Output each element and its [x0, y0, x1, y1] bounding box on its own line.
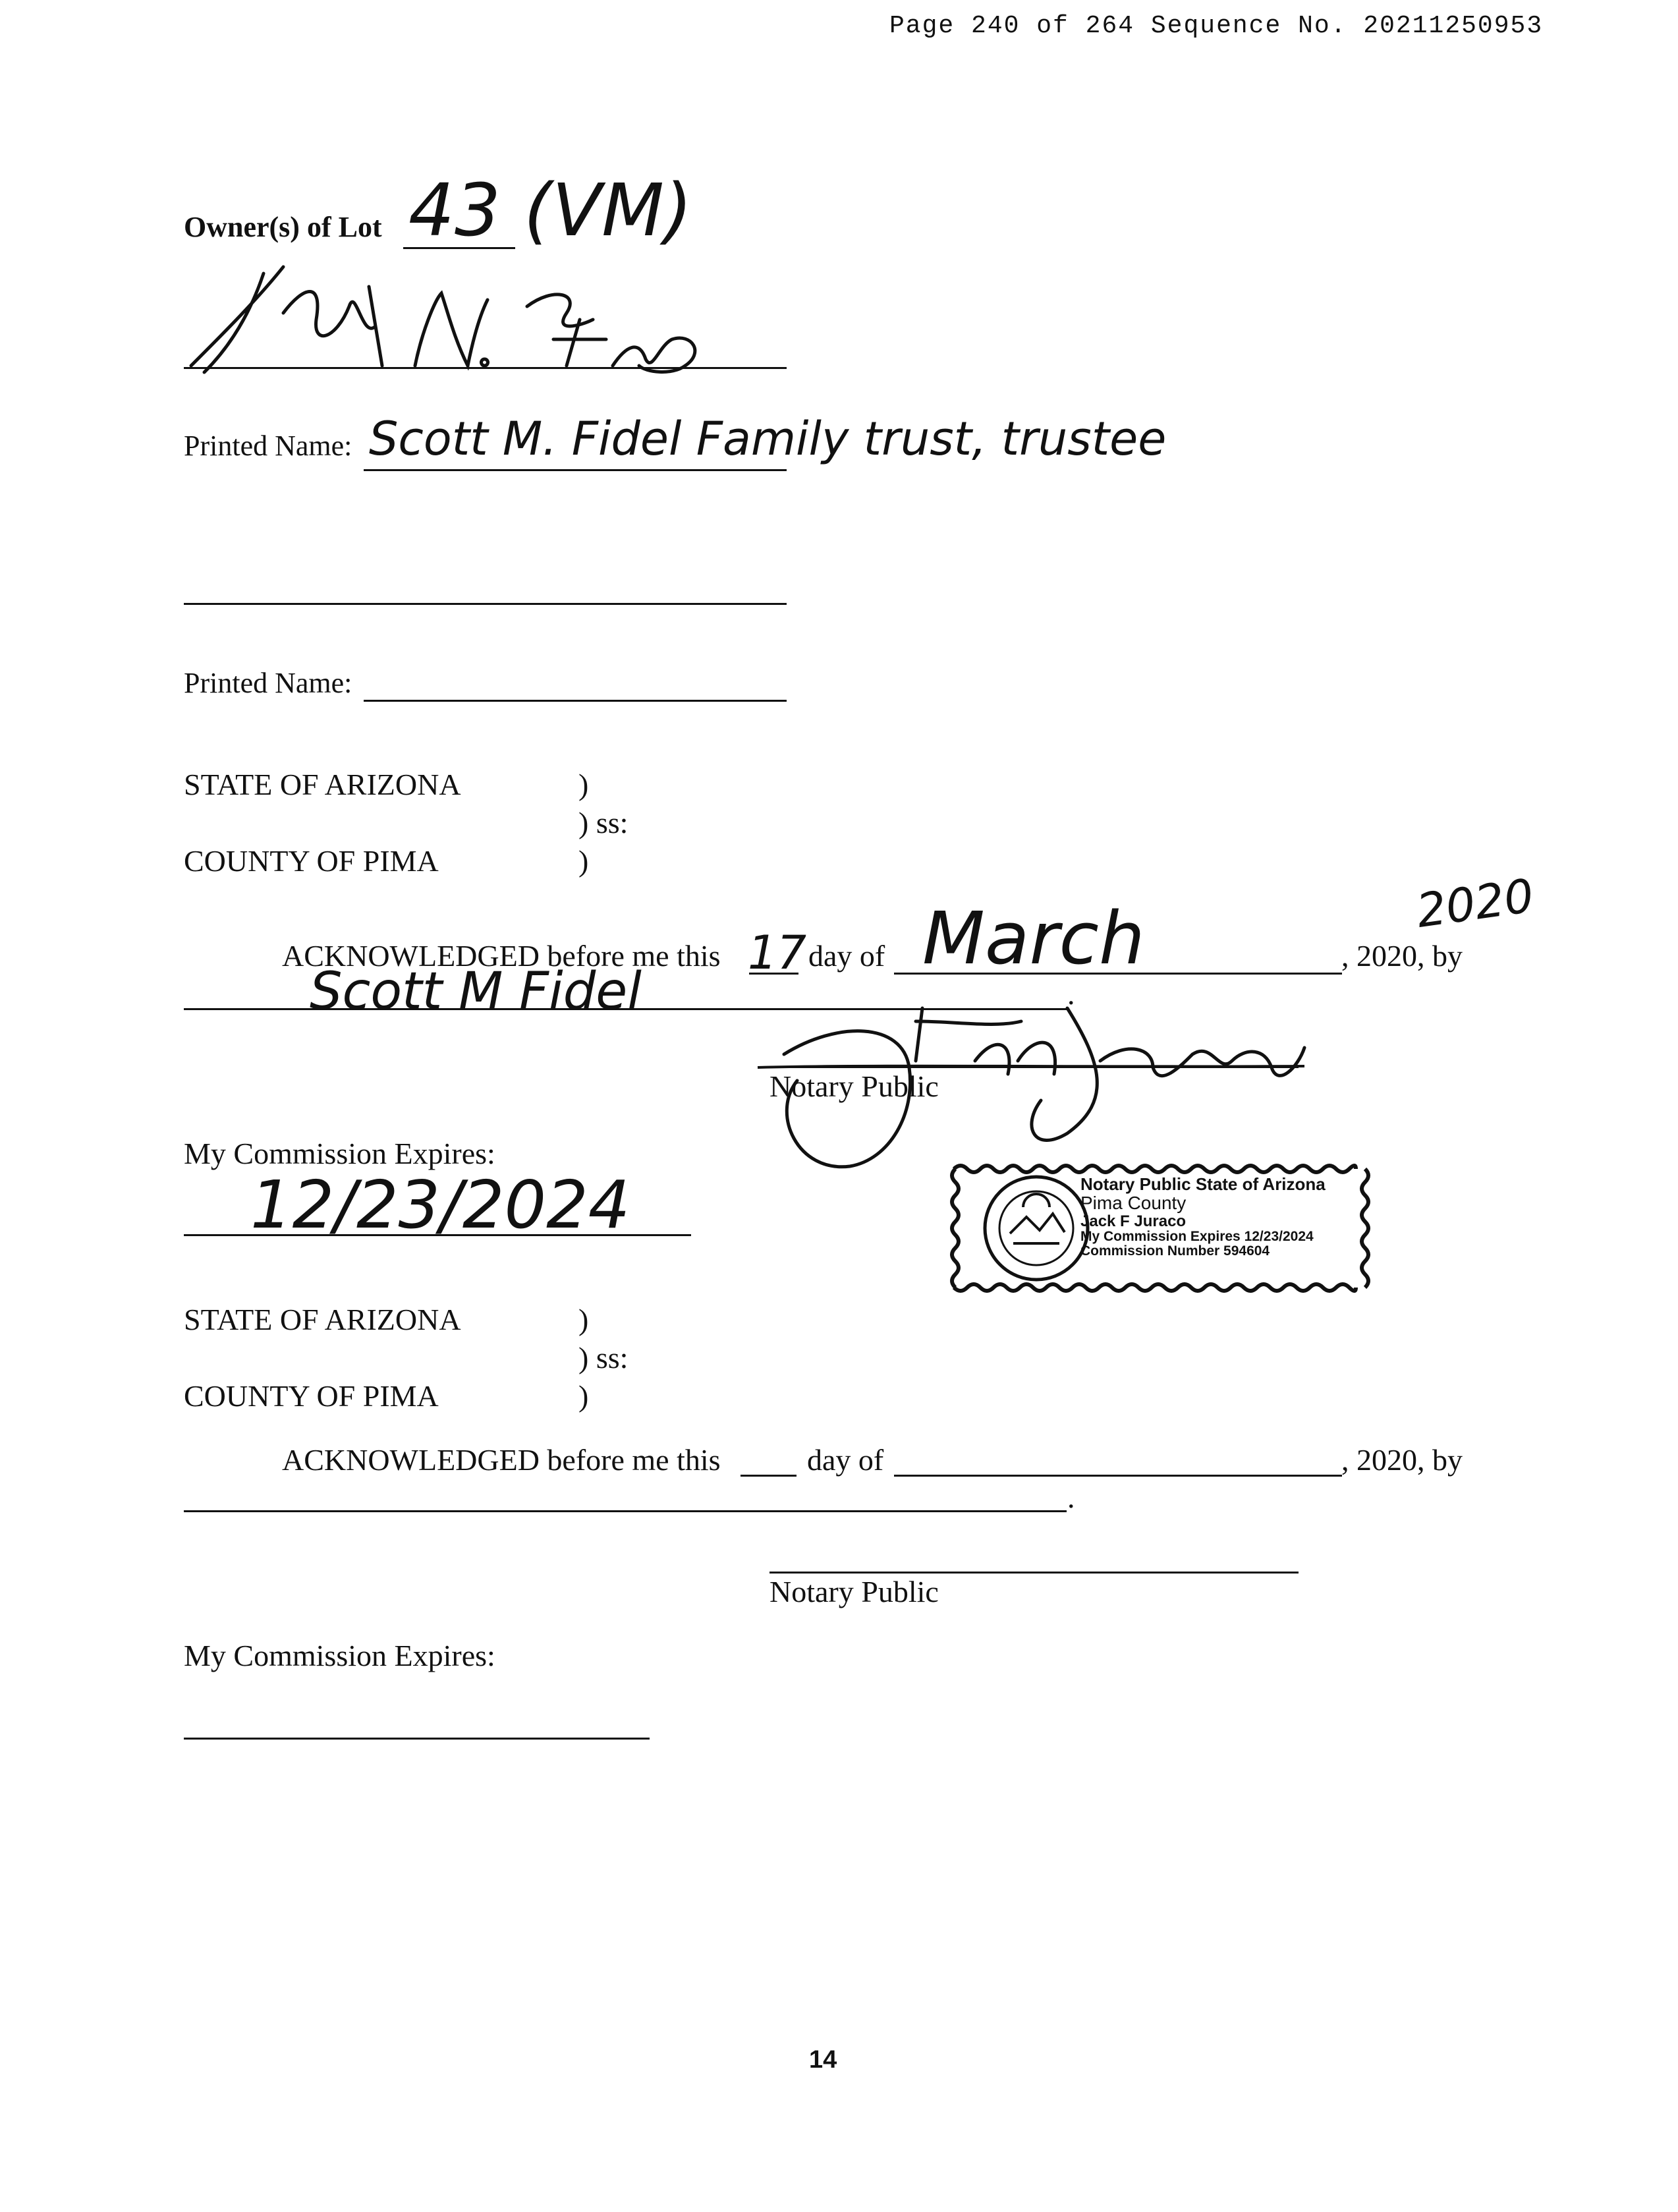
venue-paren-3: )	[578, 844, 589, 878]
by-name-period-1: .	[1067, 977, 1075, 1011]
stamp-line-2: Pima County	[1080, 1193, 1187, 1214]
stamp-line-1: Notary Public State of Arizona	[1080, 1174, 1326, 1194]
county-label-2: COUNTY OF PIMA	[184, 1379, 439, 1413]
day-of-label-2: day of	[807, 1443, 884, 1477]
notary-public-label-1: Notary Public	[769, 1069, 939, 1103]
commission-value-1: 12/23/2024	[250, 1166, 630, 1243]
commission-line-2	[184, 1738, 650, 1740]
venue-paren-1: )	[578, 768, 589, 801]
second-owner-signature-line	[184, 603, 787, 605]
notary-stamp-text	[1080, 1176, 1326, 1259]
county-label-1: COUNTY OF PIMA	[184, 844, 439, 878]
printed-name-line-1	[364, 469, 787, 471]
year-by-label-2: , 2020, by	[1341, 1443, 1463, 1477]
owner-lot-label: Owner(s) of Lot	[184, 211, 382, 243]
lot-number-handwritten: 43 (VM)	[408, 168, 692, 252]
by-name-line-2	[184, 1510, 1067, 1512]
by-name-value-1: Scott M Fidel	[310, 962, 642, 1021]
commission-label-1: My Commission Expires:	[184, 1137, 495, 1170]
ss-label-2: ) ss:	[578, 1341, 629, 1375]
printed-name-label-1: Printed Name:	[184, 430, 352, 462]
stamp-line-3: Jack F Juraco	[1080, 1212, 1187, 1230]
notary-signature-line-1	[769, 1066, 1299, 1068]
printed-name-line-2	[364, 700, 787, 702]
month-line-2	[894, 1475, 1342, 1477]
stamp-line-4: My Commission Expires 12/23/2024	[1080, 1228, 1314, 1244]
acknowledged-label-1: ACKNOWLEDGED before me this	[282, 939, 721, 973]
year-by-label-1: , 2020, by	[1341, 939, 1463, 973]
by-name-period-2: .	[1067, 1481, 1075, 1514]
acknowledged-label-2: ACKNOWLEDGED before me this	[282, 1443, 721, 1477]
page-number: 14	[809, 2046, 837, 2074]
stamp-line-5: Commission Number 594604	[1080, 1243, 1270, 1259]
commission-label-2: My Commission Expires:	[184, 1639, 495, 1672]
notary-public-label-2: Notary Public	[769, 1575, 939, 1608]
printed-name-value-1: Scott M. Fidel Family trust, trustee	[369, 412, 1167, 466]
owner-signature-line	[184, 367, 787, 369]
state-label-2: STATE OF ARIZONA	[184, 1303, 461, 1336]
venue-paren-2-3: )	[578, 1379, 589, 1413]
state-label-1: STATE OF ARIZONA	[184, 768, 461, 801]
printed-name-label-2: Printed Name:	[184, 667, 352, 699]
day-of-label-1: day of	[808, 939, 885, 973]
day-value-1: 17	[748, 926, 807, 980]
notary-signature-line-2	[769, 1572, 1299, 1574]
page-sequence-header: Page 240 of 264 Sequence No. 20211250953	[889, 12, 1544, 40]
ss-label-1: ) ss:	[578, 806, 629, 839]
day-line-2	[741, 1475, 797, 1477]
month-value-1: March	[922, 896, 1145, 980]
owner-signature	[184, 260, 764, 379]
year-correction-1: 2020	[1413, 868, 1537, 938]
venue-paren-2-1: )	[578, 1303, 589, 1336]
